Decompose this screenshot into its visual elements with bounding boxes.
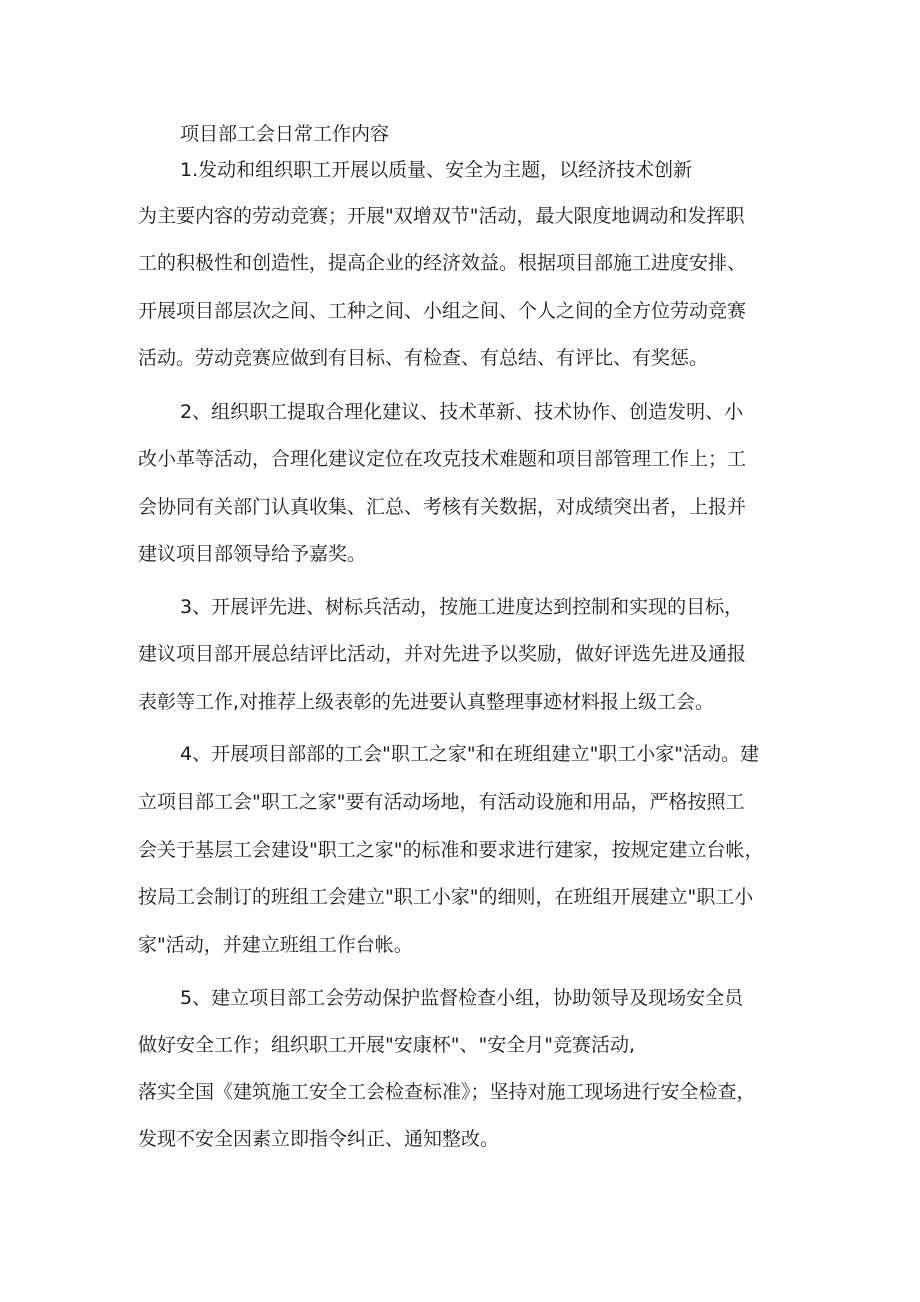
- text-line: 活动。劳动竞赛应做到有目标、有检查、有总结、有评比、有奖惩。: [138, 347, 709, 369]
- text-line: 立项目部工会"职工之家"要有活动场地，有活动设施和用品，严格按照工: [138, 791, 745, 813]
- text-line: 表彰等工作,对推荐上级表彰的先进要认真整理事迹材料报上级工会。: [138, 691, 715, 713]
- text-line: 落实全国《建筑施工安全工会检查标准》；坚持对施工现场进行安全检查，: [138, 1081, 756, 1103]
- text-line: 5、建立项目部工会劳动保护监督检查小组，协助领导及现场安全员: [180, 987, 744, 1009]
- text-line: 会协同有关部门认真收集、汇总、考核有关数据，对成绩突出者，上报并: [138, 496, 747, 518]
- text-line: 开展项目部层次之间、工种之间、小组之间、个人之间的全方位劳动竞赛: [138, 300, 747, 322]
- text-line: 工的积极性和创造性，提高企业的经济效益。根据项目部施工进度安排、: [138, 252, 747, 274]
- text-line: 做好安全工作；组织职工开展"安康杯"、"安全月"竞赛活动,: [138, 1034, 635, 1056]
- text-line: 3、开展评先进、树标兵活动，按施工进度达到控制和实现的目标，: [180, 596, 744, 618]
- text-line: 建议项目部开展总结评比活动，并对先进予以奖励，做好评选先进及通报: [138, 643, 747, 665]
- text-line: 会关于基层工会建设"职工之家"的标准和要求进行建家，按规定建立台帐，: [138, 839, 764, 861]
- document-title: 项目部工会日常工作内容: [180, 123, 390, 145]
- text-line: 建议项目部领导给予嘉奖。: [138, 543, 367, 565]
- text-line: 2、组织职工提取合理化建议、技术革新、技术协作、创造发明、小: [180, 401, 744, 423]
- text-line: 改小革等活动，合理化建议定位在攻克技术难题和项目部管理工作上；工: [138, 448, 747, 470]
- text-line: 4、开展项目部部的工会"职工之家"和在班组建立"职工小家"活动。建: [180, 743, 760, 765]
- text-line: 按局工会制订的班组工会建立"职工小家"的细则，在班组开展建立"职工小: [138, 886, 754, 908]
- text-line: 发现不安全因素立即指令纠正、通知整改。: [138, 1128, 500, 1150]
- text-line: 为主要内容的劳动竞赛；开展"双增双节"活动，最大限度地调动和发挥职: [138, 205, 745, 227]
- text-line: 1.发动和组织职工开展以质量、安全为主题，以经济技术创新: [180, 159, 693, 181]
- text-line: 家"活动，并建立班组工作台帐。: [138, 934, 413, 956]
